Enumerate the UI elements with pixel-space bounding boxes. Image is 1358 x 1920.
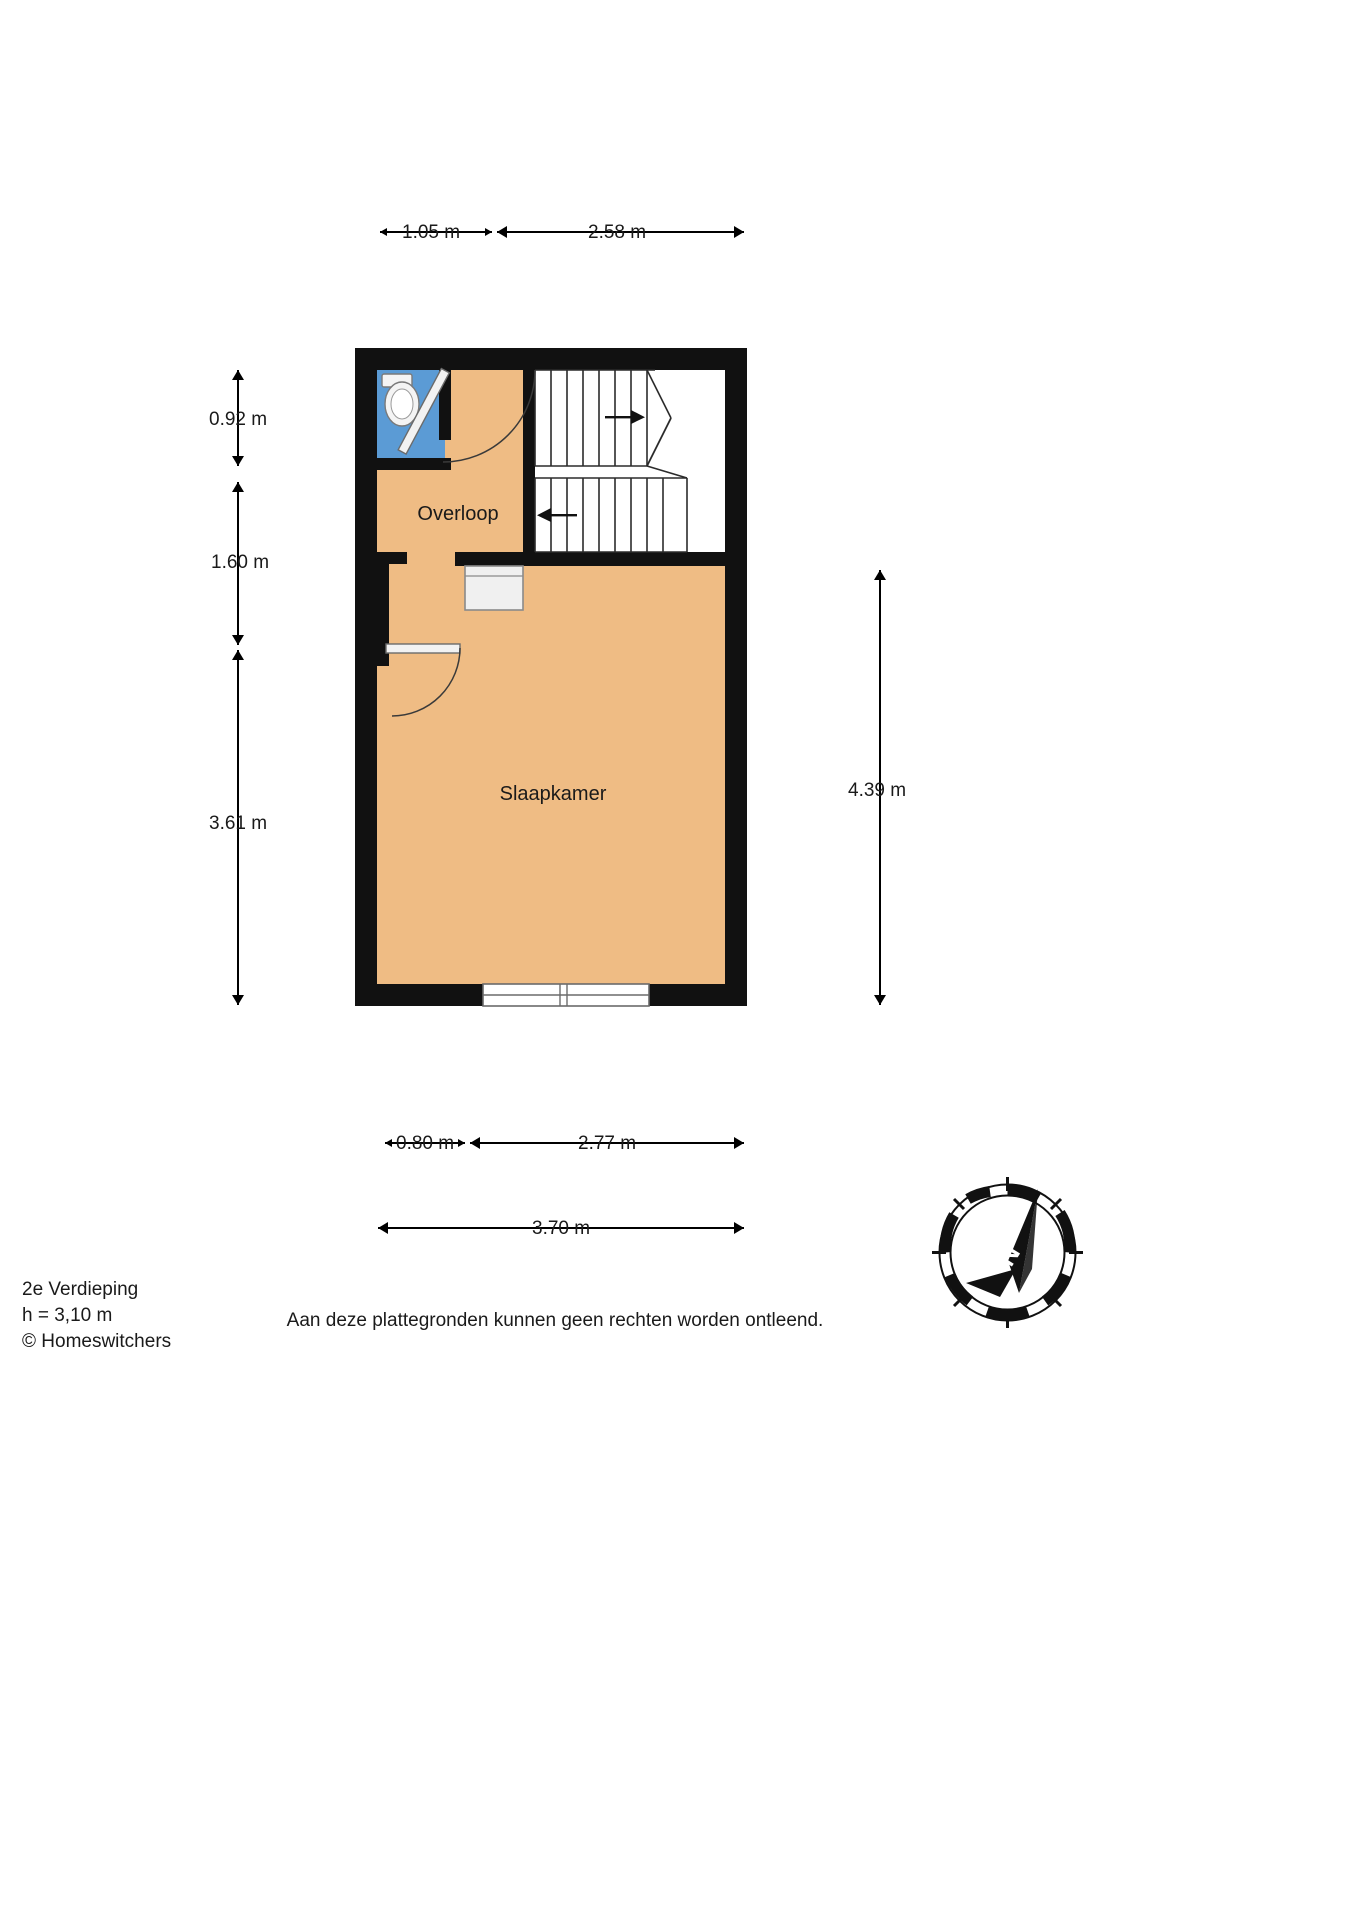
floor-height: h = 3,10 m bbox=[22, 1305, 113, 1326]
copyright-notice: © Homeswitchers bbox=[22, 1331, 172, 1352]
floorplan-drawing bbox=[355, 348, 747, 1024]
room-label-slaapkamer: Slaapkamer bbox=[499, 783, 607, 805]
floor-name: 2e Verdieping bbox=[22, 1279, 139, 1300]
bathroom-door-arc bbox=[443, 370, 535, 462]
dimension-label-bottom-right: 2.77 m bbox=[578, 1133, 637, 1154]
room-label-overloop: Overloop bbox=[417, 503, 499, 525]
bedroom-fixture bbox=[465, 566, 523, 610]
dimension-label-left-bottom: 3.61 m bbox=[209, 813, 268, 834]
floorplan-linework bbox=[355, 348, 747, 1024]
bedroom-window bbox=[483, 984, 649, 1006]
disclaimer-text: Aan deze plattegronden kunnen geen rechten worden ontleend. bbox=[286, 1310, 824, 1331]
dimension-label-right: 4.39 m bbox=[848, 780, 907, 801]
compass-north-label: N bbox=[990, 1239, 1027, 1272]
dimension-label-left-top: 0.92 m bbox=[209, 409, 268, 430]
dimension-label-bottom-left: 0.80 m bbox=[396, 1133, 455, 1154]
dimension-label-top-left: 1.05 m bbox=[402, 222, 461, 243]
dimension-label-top-right: 2.58 m bbox=[588, 222, 647, 243]
bedroom-door-leaf bbox=[386, 644, 460, 653]
bedroom-door-arc bbox=[392, 648, 460, 716]
dimension-label-bottom-total: 3.70 m bbox=[532, 1218, 591, 1239]
dimension-label-left-mid: 1.60 m bbox=[211, 552, 270, 573]
